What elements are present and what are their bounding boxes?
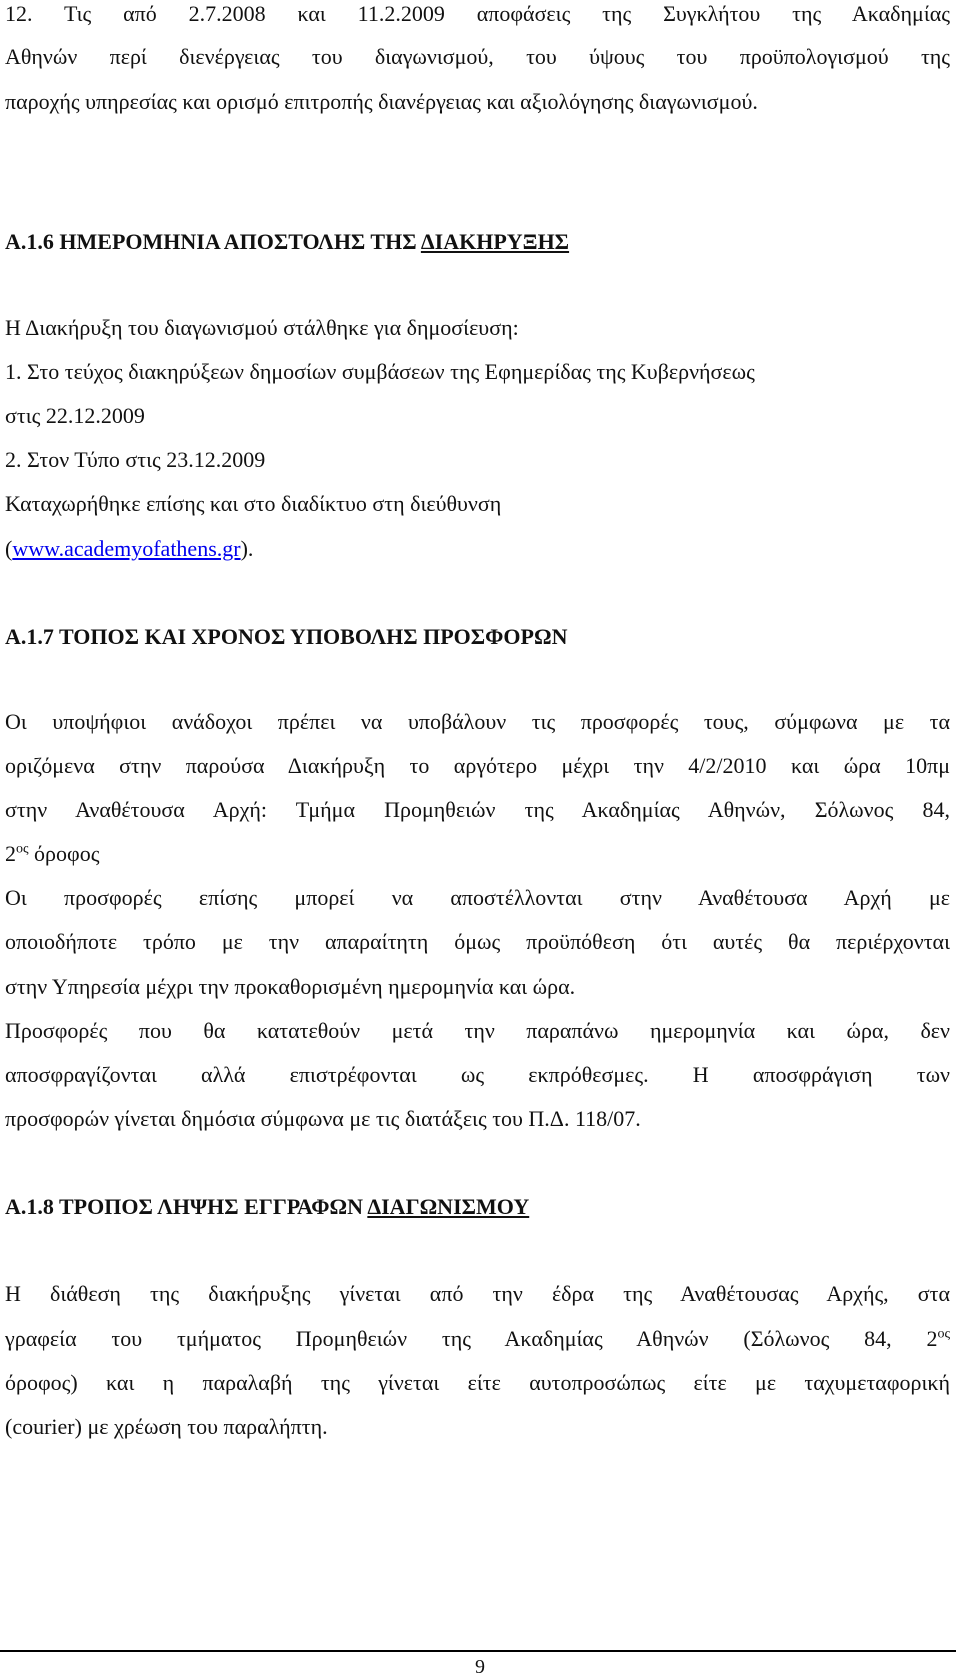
item-12-line-3: παροχής υπηρεσίας και ορισμό επιτροπής διανέργειας και αξιολόγησης διαγωνισμού. [5,89,758,114]
section-a18-heading [5,1193,529,1221]
floor-ordinal-suffix: ος [16,841,29,857]
section-a17-line-10: προσφορών γίνεται δημόσια σύμφωνα με τις διατάξεις του Π.Δ. 118/07. [5,1106,641,1131]
section-a17-line-4 [5,840,99,868]
section-a17-line-9: αποσφραγίζονται αλλά επιστρέφονται ως εκπρόθεσμες. Η αποσφράγιση των [5,1062,950,1087]
section-a18-line-2 [5,1325,950,1353]
item-12-line-1: 12. Τις από 2.7.2008 και 11.2.2009 αποφάσεις της Συγκλήτου της Ακαδημίας [5,1,950,26]
link-open-paren: ( [5,536,13,561]
section-a16-line-1: Η Διακήρυξη του διαγωνισμού στάλθηκε για δημοσίευση: [5,315,519,340]
section-a17-heading: Α.1.7 ΤΟΠΟΣ ΚΑΙ ΧΡΟΝΟΣ ΥΠΟΒΟΛΗΣ ΠΡΟΣΦΟΡΩΝ [5,624,568,649]
section-a16-heading [5,228,569,256]
section-a16-line-4: 2. Στον Τύπο στις 23.12.2009 [5,447,266,472]
section-a16-line-6 [5,535,253,563]
floor-number: 2 [5,841,16,866]
section-a16-heading-text: Α.1.6 ΗΜΕΡΟΜΗΝΙΑ ΑΠΟΣΤΟΛΗΣ ΤΗΣ [5,229,421,254]
section-a17-line-2: οριζόμενα στην παρούσα Διακήρυξη το αργότερο μέχρι την 4/2/2010 και ώρα 10πμ [5,753,950,778]
section-a16-line-2: 1. Στο τεύχος διακηρύξεων δημοσίων συμβάσεων της Εφημερίδας της Κυβερνήσεως [5,359,755,384]
section-a17-line-1: Οι υποψήφιοι ανάδοχοι πρέπει να υποβάλουν τις προσφορές τους, σύμφωνα με τα [5,709,950,734]
section-a16-line-5: Καταχωρήθηκε επίσης και στο διαδίκτυο στη διεύθυνση [5,491,502,516]
website-link[interactable]: www.academyofathens.gr [12,536,241,561]
section-a17-line-5: Οι προσφορές επίσης μπορεί να αποστέλλονται στην Αναθέτουσα Αρχή με [5,885,950,910]
floor-word: όροφος [28,841,100,866]
section-a18-heading-text: Α.1.8 ΤΡΟΠΟΣ ΛΗΨΗΣ ΕΓΓΡΑΦΩΝ [5,1194,368,1219]
footer-rule [0,1650,956,1652]
section-a18-line-4: (courier) με χρέωση του παραλήπτη. [5,1414,328,1439]
section-a17-line-8: Προσφορές που θα κατατεθούν μετά την παραπάνω ημερομηνία και ώρα, δεν [5,1018,950,1043]
section-a17-line-3: στην Αναθέτουσα Αρχή: Τμήμα Προμηθειών της Ακαδημίας Αθηνών, Σόλωνος 84, [5,797,950,822]
item-12-line-2: Αθηνών περί διενέργειας του διαγωνισμού, του ύψους του προϋπολογισμού της [5,44,950,69]
section-a17-line-7: στην Υπηρεσία μέχρι την προκαθορισμένη ημερομηνία και ώρα. [5,974,576,999]
section-a18-ordinal-suffix: ος [937,1326,950,1342]
section-a18-line-1: Η διάθεση της διακήρυξης γίνεται από την έδρα της Αναθέτουσας Αρχής, στα [5,1281,950,1306]
section-a16-line-3: στις 22.12.2009 [5,403,145,428]
section-a18-line-3: όροφος) και η παραλαβή της γίνεται είτε αυτοπροσώπως είτε με ταχυμεταφορική [5,1370,950,1395]
section-a16-heading-underlined: ΔΙΑΚΗΡΥΞΗΣ [420,229,570,254]
page-number: 9 [475,1656,485,1678]
section-a18-heading-underlined: ΔΙΑΓΩΝΙΣΜΟΥ [367,1194,530,1219]
section-a17-line-6: οποιοδήποτε τρόπο με την απαραίτητη όμως προϋπόθεση ότι αυτές θα περιέρχονται [5,929,950,954]
link-close-paren: ). [240,536,254,561]
section-a18-line-2-text: γραφεία του τμήματος Προμηθειών της Ακαδημίας Αθηνών (Σόλωνος 84, 2 [5,1326,938,1351]
